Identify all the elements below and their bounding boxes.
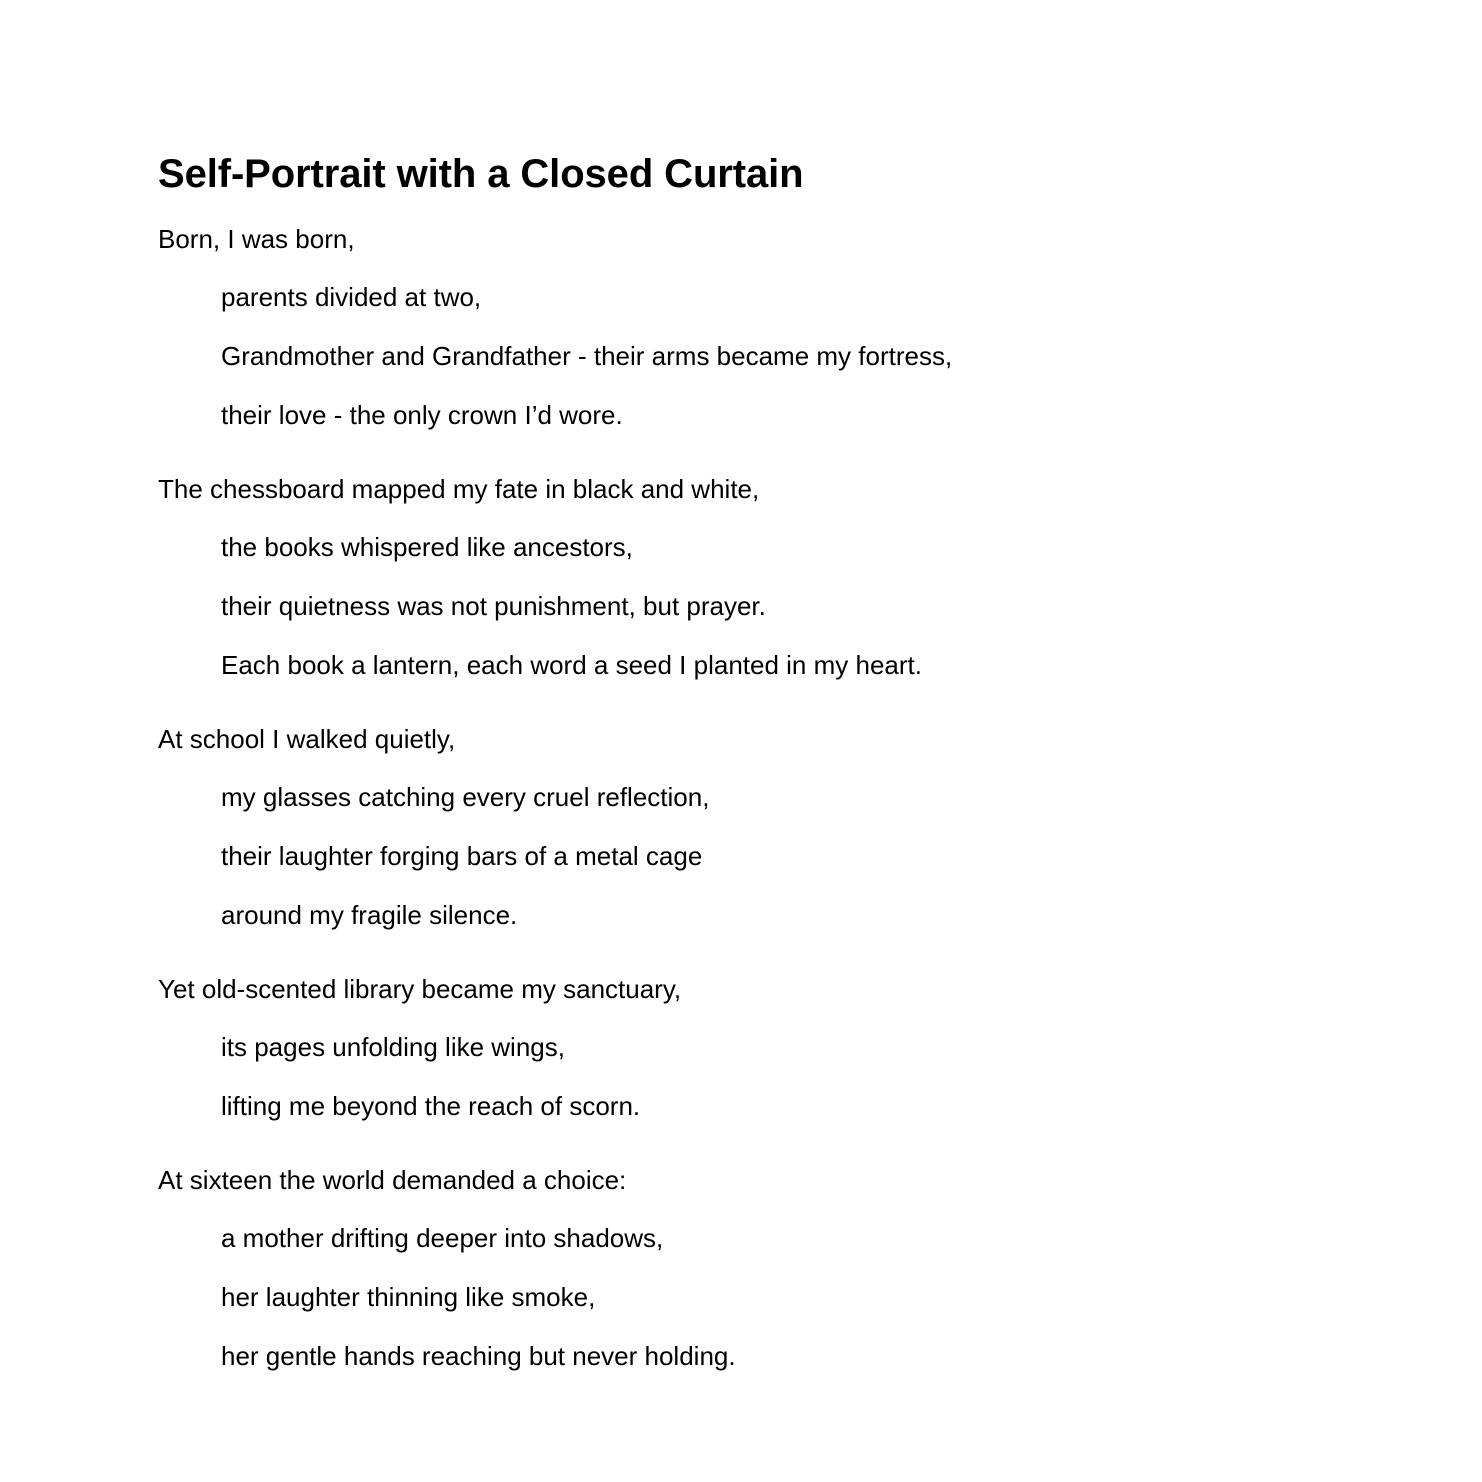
poem-line: her laughter thinning like smoke, (221, 1282, 596, 1312)
poem-line: their laughter forging bars of a metal cage (221, 841, 703, 871)
stanza-2 (158, 474, 1358, 695)
poem-line: their love - the only crown I’d wore. (221, 400, 623, 430)
poem-line: my glasses catching every cruel reflection, (221, 782, 710, 812)
document-page (158, 150, 1358, 1415)
poem-line: her gentle hands reaching but never holding. (221, 1341, 736, 1371)
poem-line: parents divided at two, (221, 282, 482, 312)
poem-line: lifting me beyond the reach of scorn. (221, 1091, 641, 1121)
poem-line: Each book a lantern, each word a seed I planted in my heart. (221, 650, 922, 680)
poem-line: Grandmother and Grandfather - their arms became my fortress, (221, 341, 953, 371)
poem-line: At school I walked quietly, (158, 724, 456, 754)
poem-title: Self-Portrait with a Closed Curtain (158, 152, 804, 196)
poem-line: their quietness was not punishment, but prayer. (221, 591, 766, 621)
poem-line: the books whispered like ancestors, (221, 532, 633, 562)
poem-line: a mother drifting deeper into shadows, (221, 1223, 664, 1253)
poem-line: around my fragile silence. (221, 900, 518, 930)
stanza-3 (158, 724, 1358, 945)
poem-body (158, 224, 1358, 1386)
poem-line: Born, I was born, (158, 224, 355, 254)
poem-line: The chessboard mapped my fate in black and white, (158, 474, 760, 504)
poem-line: its pages unfolding like wings, (221, 1032, 565, 1062)
poem-line: At sixteen the world demanded a choice: (158, 1165, 627, 1195)
poem-line: Yet old-scented library became my sanctuary, (158, 974, 682, 1004)
stanza-5 (158, 1165, 1358, 1386)
stanza-4 (158, 974, 1358, 1136)
stanza-1 (158, 224, 1358, 445)
